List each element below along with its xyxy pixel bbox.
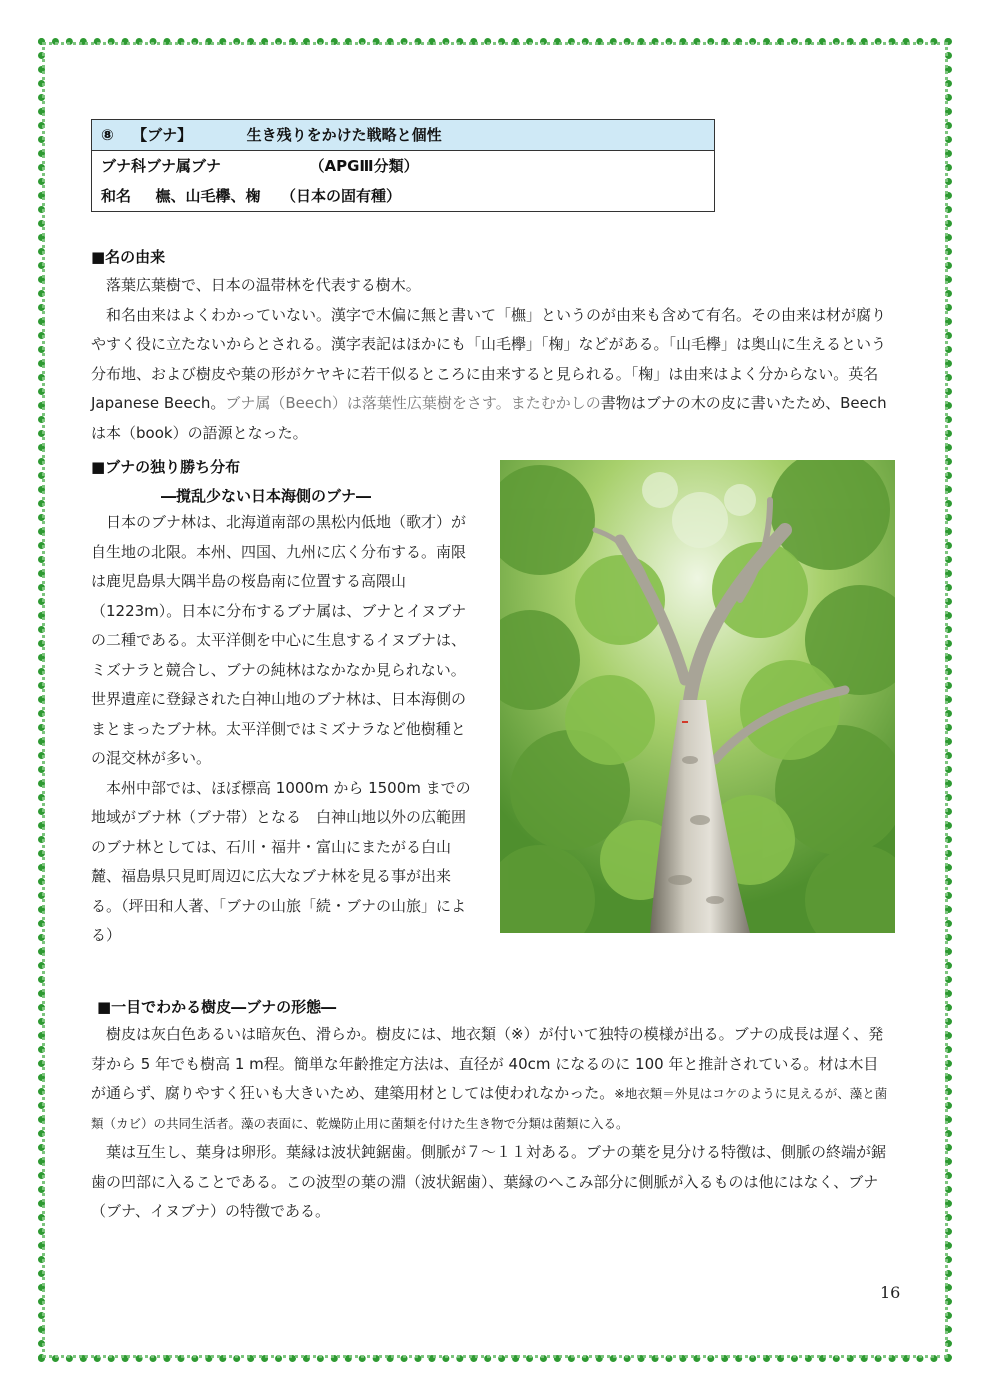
header-endemic-note: （日本の固有種） xyxy=(280,187,401,205)
section-distribution-subheading: ―撹乱少ない日本海側のブナ― xyxy=(161,487,372,505)
name-origin-text: 和名由来はよくわかっていない。漢字で木偏に無と書いて「橅」というのが由来も含めて有名。その由来は材が腐りやすく役に立たないからとされる。漢字表記はほかにも「山毛欅」「椈」などがある。「山毛欅」は奥山に生えるという分布地、および樹皮や葉の形がケヤキに若干似るところに由来すると見られる。「椈」は由来はよく分からない。英名 Japanese Beech。 xyxy=(91,305,887,412)
section-bark-body xyxy=(91,1020,891,1227)
lichen-footnote: ※地衣類＝外見はコケのように見えるが、藻と菌類（カビ）の共同生活者。藻の表面に、乾燥防止用に菌類を付けた生き物で分類は菌類に入る。 xyxy=(91,1086,888,1131)
section-distribution-heading: ■ブナの独り勝ち分布 xyxy=(91,458,241,476)
header-title: 生き残りをかけた戦略と個性 xyxy=(246,126,442,144)
distribution-paragraph-2: 本州中部では、ほぼ標高 1000m から 1500m までの地域がブナ林（ブナ帯）となる 白神山地以外の広範囲のブナ林としては、石川・福井・富山にまたがる白山麓、福島県只見町周辺に広大なブナ林を見る事が出来る。（坪田和人著、「ブナの山旅「続・ブナの山旅」による） xyxy=(91,778,471,944)
header-title-row xyxy=(92,120,714,151)
header-classification-row xyxy=(92,151,714,181)
section-bark-heading: ■一目でわかる樹皮―ブナの形態― xyxy=(97,998,337,1016)
name-origin-text-end: 書物はブナの木の皮に書いたため、Beech は本（book）の語源となった。 xyxy=(91,394,887,442)
header-japanese-label: 和名 xyxy=(101,187,132,205)
name-origin-paragraph-1: 落葉広葉樹で、日本の温帯林を代表する樹木。 xyxy=(106,276,421,294)
header-family: ブナ科ブナ属ブナ xyxy=(101,157,222,175)
section-distribution-body xyxy=(91,508,479,951)
header-japanese-names: 橅、山毛欅、椈 xyxy=(155,187,261,205)
beech-tree-illustration xyxy=(500,460,895,933)
bark-paragraph-1-text: 樹皮は灰白色あるいは暗灰色、滑らか。樹皮には、地衣類（※）が付いて独特の模様が出る。ブナの成長は遅く、発芽から 5 年でも樹高 1 m程。簡単な年齢推定方法は、直径が 40cm になるのに 100 年と推計されている。材は木目が通らず、腐りやすく狂いも大きいため、建築用材としては使われなかった。 xyxy=(91,1025,884,1102)
header-japanese-name-row xyxy=(92,181,714,211)
name-origin-paragraph-2 xyxy=(91,301,891,449)
header-species-name: 【ブナ】 xyxy=(132,126,193,144)
beech-tree-photo xyxy=(500,460,895,933)
name-origin-gray-text: ブナ属（Beech）は落葉性広葉樹をさす。またむかしの xyxy=(225,394,601,412)
section-name-origin-heading: ■名の由来 xyxy=(91,248,166,266)
header-classification: （APGⅢ分類） xyxy=(309,157,419,175)
header-number: ⑧ xyxy=(101,126,114,144)
leaf-paragraph: 葉は互生し、葉身は卵形。葉縁は波状鈍鋸歯。側脈が７～１１対ある。ブナの葉を見分ける特徴は、側脈の終端が鋸歯の凹部に入ることである。この波型の葉の淵（波状鋸歯）、葉縁のへこみ部分に側脈が入るものは他にはなく、ブナ（ブナ、イヌブナ）の特徴である。 xyxy=(91,1143,887,1220)
page-number: 16 xyxy=(880,1283,901,1302)
bark-paragraph-1 xyxy=(91,1020,891,1138)
distribution-paragraph-1: 日本のブナ林は、北海道南部の黒松内低地（歌才）が自生地の北限。本州、四国、九州に広く分布する。南限は鹿児島県大隅半島の桜島南に位置する高隈山（1223m）。日本に分布するブナ属は、ブナとイヌブナの二種である。太平洋側を中心に生息するイヌブナは、ミズナラと競合し、ブナの純林はなかなか見られない。世界遺産に登録された白神山地のブナ林は、日本海側のまとまったブナ林。太平洋側ではミズナラなど他樹種との混交林が多い。 xyxy=(91,513,467,767)
species-header-box xyxy=(91,119,715,212)
section-name-origin-body xyxy=(91,271,891,448)
